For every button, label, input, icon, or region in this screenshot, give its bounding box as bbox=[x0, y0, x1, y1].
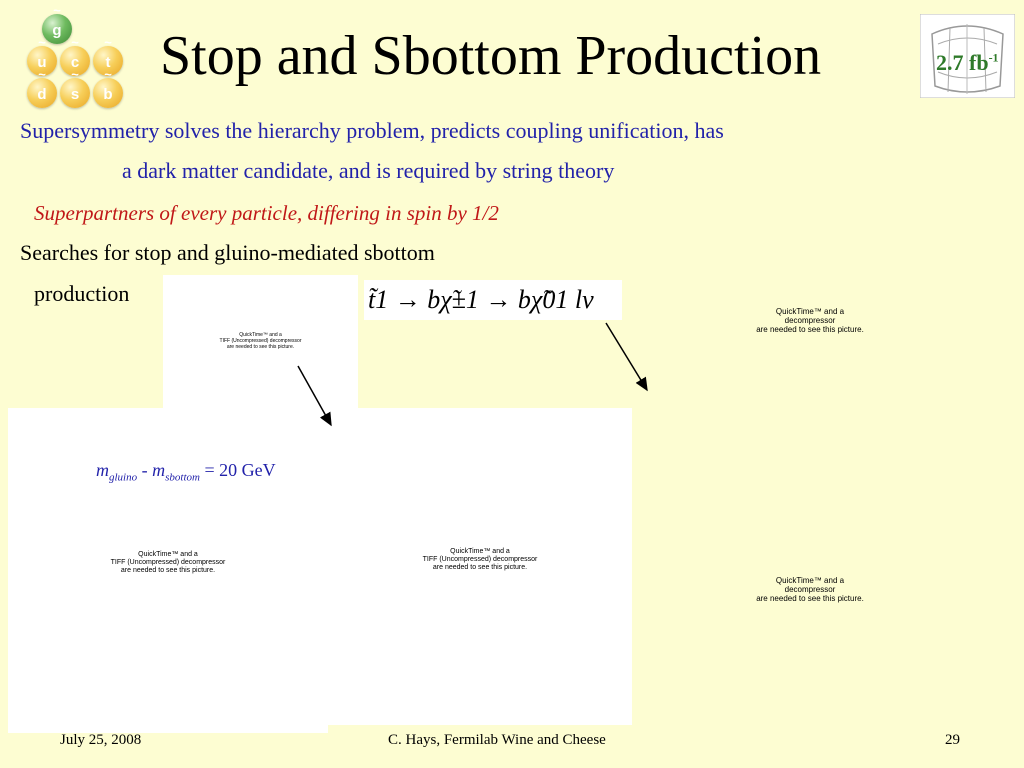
bullet-superpartners: Superpartners of every particle, differing in spin by 1/2 bbox=[34, 201, 499, 225]
bottom-squark-icon: ~ b bbox=[93, 78, 123, 108]
bullet-supersymmetry-continued: a dark matter candidate, and is required by string theory bbox=[122, 158, 615, 183]
bullet-searches: Searches for stop and gluino-mediated sbottom bbox=[20, 240, 435, 265]
plot-panel-center-placeholder: QuickTime™ and a TIFF (Uncompressed) decompressor are needed to see this picture. bbox=[328, 408, 632, 725]
up-squark-icon: ~ u bbox=[27, 46, 57, 76]
arrow-to-center-plot-icon bbox=[298, 366, 331, 425]
footer-author: C. Hays, Fermilab Wine and Cheese bbox=[388, 732, 606, 748]
down-squark-icon: ~ d bbox=[27, 78, 57, 108]
plot-panel-left-placeholder: QuickTime™ and a TIFF (Uncompressed) decompressor are needed to see this picture. bbox=[8, 408, 328, 733]
slide-title: Stop and Sbottom Production bbox=[160, 25, 822, 87]
footer-page-number: 29 bbox=[945, 732, 960, 748]
gluino-particle-icon: ~ g bbox=[42, 14, 72, 44]
bullet-supersymmetry: Supersymmetry solves the hierarchy problem, predicts coupling unification, has bbox=[20, 118, 724, 143]
mass-difference-label: $m_{gluino} - m_{sbottom} = 20$ GeV bbox=[96, 460, 276, 484]
arrow-to-right-plot-icon bbox=[606, 323, 647, 390]
decay-formula: t̃1 → bχ̃±1 → bχ̃01 lν bbox=[364, 280, 622, 320]
strange-squark-icon: ~ s bbox=[60, 78, 90, 108]
plot-right-bottom-placeholder: QuickTime™ and a decompressor are needed to see this picture. bbox=[756, 576, 864, 603]
charm-squark-icon: ~ c bbox=[60, 46, 90, 76]
top-squark-icon: ~ t bbox=[93, 46, 123, 76]
plot-right-top-placeholder: QuickTime™ and a decompressor are needed to see this picture. bbox=[756, 307, 864, 334]
feynman-diagram-placeholder: QuickTime™ and a TIFF (Uncompressed) decompressor are needed to see this picture. bbox=[163, 275, 358, 410]
luminosity-label: 2.7 $fb^{-1}$ bbox=[936, 50, 999, 75]
bullet-searches-continued: production bbox=[34, 281, 130, 306]
footer-date: July 25, 2008 bbox=[60, 732, 142, 748]
